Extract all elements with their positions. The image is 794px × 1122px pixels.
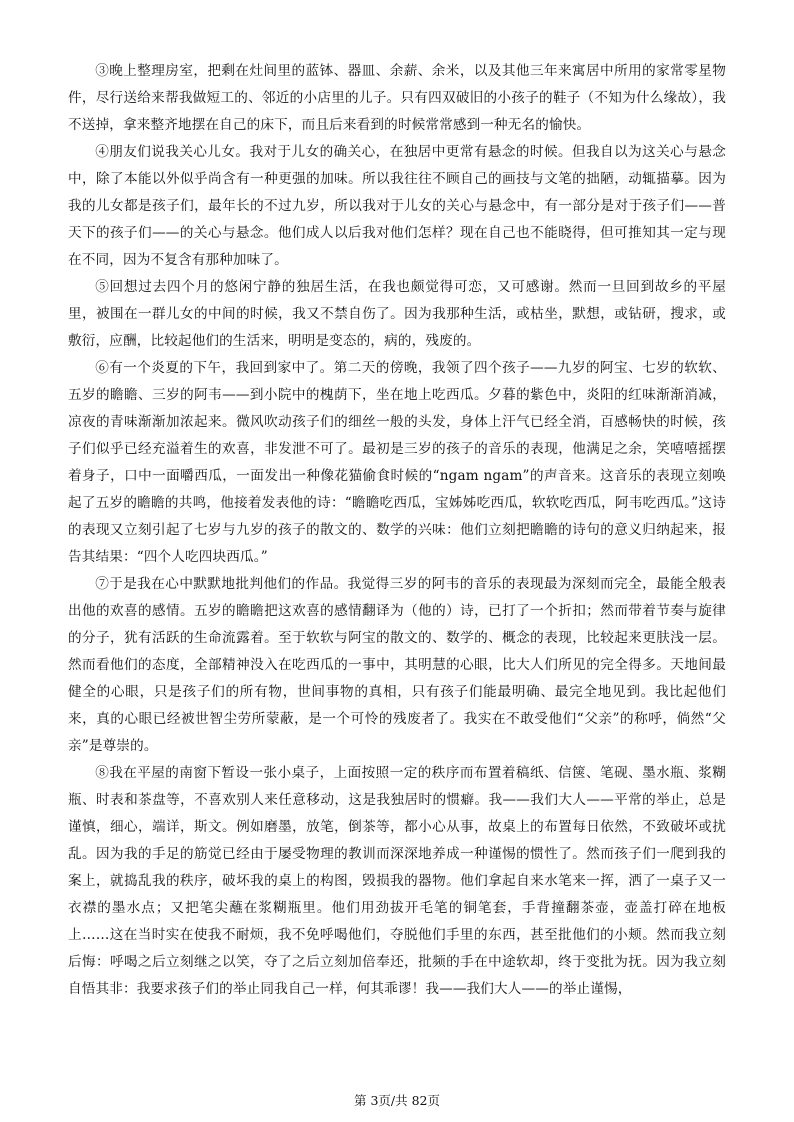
paragraph-8: ⑧我在平屋的南窗下暂设一张小桌子，上面按照一定的秩序而布置着稿纸、信箧、笔砚、墨水瓶、浆糊瓶、时表和茶盘等，不喜欢别人来任意移动，这是我独居时的惯癖。我——我们大人——平常的举止，总是谨慎，细心，端详，斯文。例如磨墨，放笔，倒茶等，都小心从事，故桌上的布置每日依然，不致破坏或扰乱。因为我的手足的筋觉已经由于屡受物理的教训而深深地养成一种谨惕的惯性了。然而孩子们一爬到我的案上，就捣乱我的秩序，破坏我的桌上的构图，毁损我的器物。他们拿起自来水笔来一挥，洒了一桌子又一衣襟的墨水点；又把笔尖蘸在浆糊瓶里。他们用劲拔开毛笔的铜笔套，手背撞翻茶壶，壶盖打碎在地板上……这在当时实在使我不耐烦，我不免呼喝他们，夺脱他们手里的东西，甚至批他们的小颊。然而我立刻后悔：呼喝之后立刻继之以笑，夺了之后立刻加倍奉还，批频的手在中途软却，终于变批为抚。因为我立刻自悟其非：我要求孩子们的举止同我自己一样，何其乖谬！我——我们大人——的举止谨惕，	[68, 765, 726, 997]
paragraph-6: ⑥有一个炎夏的下午，我回到家中了。第二天的傍晚，我领了四个孩子——九岁的阿宝、七岁的软软、五岁的瞻瞻、三岁的阿韦——到小院中的槐荫下，坐在地上吃西瓜。夕暮的紫色中，炎阳的红味渐渐消减，凉夜的青味渐渐加浓起来。微风吹动孩子们的细丝一般的头发，身体上汗气已经全消，百感畅快的时候，孩子们似乎已经充溢着生的欢喜，非发泄不可了。最初是三岁的孩子的音乐的表现，他满足之余，笑嘻嘻摇摆着身子，口中一面嚼西瓜，一面发出一种像花猫偷食时候的“ngam ngam”的声音来。这音乐的表现立刻唤起了五岁的瞻瞻的共鸣，他接着发表他的诗：“瞻瞻吃西瓜，宝姊姊吃西瓜，软软吃西瓜，阿韦吃西瓜。”这诗的表现又立刻引起了七岁与九岁的孩子的散文的、数学的兴味：他们立刻把瞻瞻的诗句的意义归纳起来，报告其结果：“四个人吃四块西瓜。”	[68, 360, 726, 565]
paragraph-4: ④朋友们说我关心儿女。我对于儿女的确关心，在独居中更常有悬念的时候。但我自以为这关心与悬念中，除了本能以外似乎尚含有一种更强的加味。所以我往往不顾自己的画技与文笔的拙陋，动辄描摹。因为我的儿女都是孩子们，最年长的不过九岁，所以我对于儿女的关心与悬念中，有一部分是对于孩子们——普天下的孩子们——的关心与悬念。他们成人以后我对他们怎样？现在自己也不能晓得，但可推知其一定与现在不同，因为不复含有那种加味了。	[68, 144, 726, 268]
document-body	[68, 58, 726, 1003]
paragraph-7: ⑦于是我在心中默默地批判他们的作品。我觉得三岁的阿韦的音乐的表现最为深刻而完全，最能全般表出他的欢喜的感情。五岁的瞻瞻把这欢喜的感情翻译为（他的）诗，已打了一个折扣；然而带着节奏与旋律的分子，犹有活跃的生命流露着。至于软软与阿宝的散文的、数学的、概念的表现，比较起来更肤浅一层。然而看他们的态度，全部精神没入在吃西瓜的一事中，其明慧的心眼，比大人们所见的完全得多。天地间最健全的心眼，只是孩子们的所有物，世间事物的真相，只有孩子们能最明确、最完全地见到。我比起他们来，真的心眼已经被世智尘劳所蒙蔽，是一个可怜的残废者了。我实在不敢受他们“父亲”的称呼，倘然“父亲”是尊崇的。	[68, 576, 726, 754]
paragraph-5: ⑤回想过去四个月的悠闲宁静的独居生活，在我也颇觉得可恋，又可感谢。然而一旦回到故乡的平屋里，被围在一群儿女的中间的时候，我又不禁自伤了。因为我那种生活，或枯坐，默想，或钻研，搜求，或敷衍，应酬，比较起他们的生活来，明明是变态的，病的，残废的。	[68, 279, 726, 349]
page-number: 第 3页/共 82页	[353, 1093, 441, 1108]
paragraph-3: ③晚上整理房室，把剩在灶间里的蓝钵、器皿、余薪、余米，以及其他三年来寓居中所用的家常零星物件，尽行送给来帮我做短工的、邻近的小店里的儿子。只有四双破旧的小孩子的鞋子（不知为什么缘故），我不送掉，拿来整齐地摆在自己的床下，而且后来看到的时候常常感到一种无名的愉快。	[68, 63, 726, 133]
